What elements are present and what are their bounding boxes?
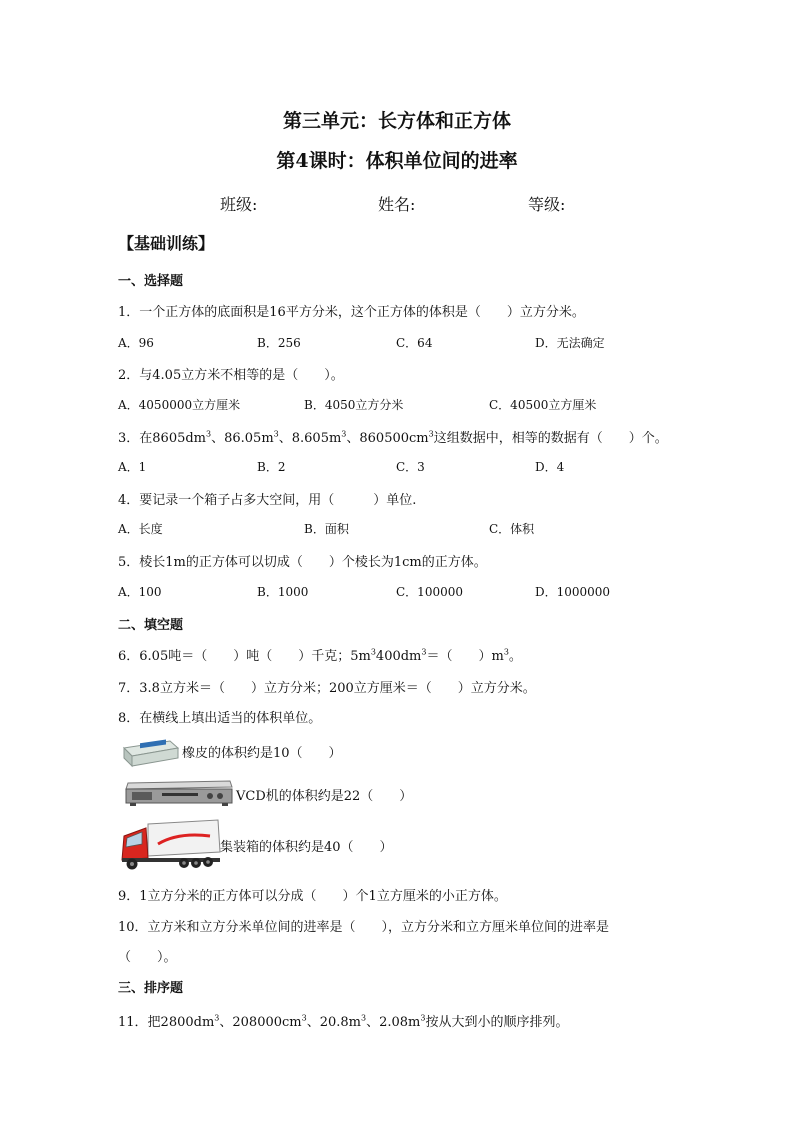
q4-option-a: A．长度 — [118, 522, 163, 536]
question-6: 6．6.05吨＝（ ）吨（ ）千克；$5m^3400dm^3=$（ ）$m^3$。 — [118, 647, 522, 664]
question-9: 9．1立方分米的正方体可以分成（ ）个1立方厘米的小正方体。 — [118, 889, 507, 904]
question-11: 11．把$2800dm^3$、$208000cm^3$、$20.8m^3$、$2.08m^3$按从大到小的顺序排列。 — [118, 1013, 569, 1030]
q4-option-c: C．体积 — [489, 522, 535, 536]
part3-title: 三、排序题 — [118, 981, 184, 996]
q1-option-b: B．256 — [257, 336, 301, 350]
q2-option-b: B．4050立方分米 — [304, 398, 404, 412]
question-8b: VCD机的体积约是22（ ） — [236, 789, 413, 804]
q1-option-a: A．96 — [118, 336, 154, 350]
q2-option-c: C．40500立方厘米 — [489, 398, 597, 412]
page-subtitle: 第4课时：体积单位间的进率 — [276, 150, 518, 172]
question-1: 1．一个正方体的底面积是16平方分米，这个正方体的体积是（ ）立方分米。 — [118, 305, 585, 320]
q4-option-b: B．面积 — [304, 522, 349, 536]
question-10: 10．立方米和立方分米单位间的进率是（ ），立方分米和立方厘米单位间的进率是 — [118, 920, 610, 935]
truck-image — [118, 818, 222, 872]
part1-title: 一、选择题 — [118, 274, 184, 289]
question-2: 2．与4.05立方米不相等的是（ ）。 — [118, 368, 344, 383]
q5-option-c: C．100000 — [396, 585, 463, 599]
q3-option-b: B．2 — [257, 460, 286, 474]
q1-option-c: C．64 — [396, 336, 433, 350]
page-title: 第三单元：长方体和正方体 — [282, 110, 511, 132]
question-10-cont: （ ）。 — [118, 950, 177, 965]
grade-label: 等级: — [528, 195, 566, 214]
question-3: 3．在$8605dm^3$、$86.05m^3$、$8.605m^3$、$860500cm^3$这组数据中，相等的数据有（ ）个。 — [118, 429, 668, 446]
vcd-player-image — [122, 779, 234, 809]
name-label: 姓名: — [378, 195, 416, 214]
q1-option-d: D．无法确定 — [535, 336, 605, 350]
q5-option-d: D．1000000 — [535, 585, 611, 599]
question-8: 8．在横线上填出适当的体积单位。 — [118, 711, 322, 726]
q3-option-a: A．1 — [118, 460, 147, 474]
question-7: 7．3.8立方米＝（ ）立方分米；200立方厘米＝（ ）立方分米。 — [118, 681, 536, 696]
question-8c: 集装箱的体积约是40（ ） — [220, 840, 393, 855]
question-5: 5．棱长1m的正方体可以切成（ ）个棱长为1cm的正方体。 — [118, 555, 487, 570]
class-label: 班级: — [220, 195, 258, 214]
q3-option-d: D．4 — [535, 460, 565, 474]
q5-option-a: A．100 — [118, 585, 162, 599]
q2-option-a: A．4050000立方厘米 — [118, 398, 241, 412]
question-4: 4．要记录一个箱子占多大空间，用（ ）单位. — [118, 493, 417, 508]
section-basic-training: 【基础训练】 — [118, 234, 215, 253]
question-8a: 橡皮的体积约是10（ ） — [182, 746, 342, 761]
eraser-image — [120, 738, 180, 768]
q5-option-b: B．1000 — [257, 585, 309, 599]
q3-option-c: C．3 — [396, 460, 425, 474]
part2-title: 二、填空题 — [118, 618, 184, 633]
